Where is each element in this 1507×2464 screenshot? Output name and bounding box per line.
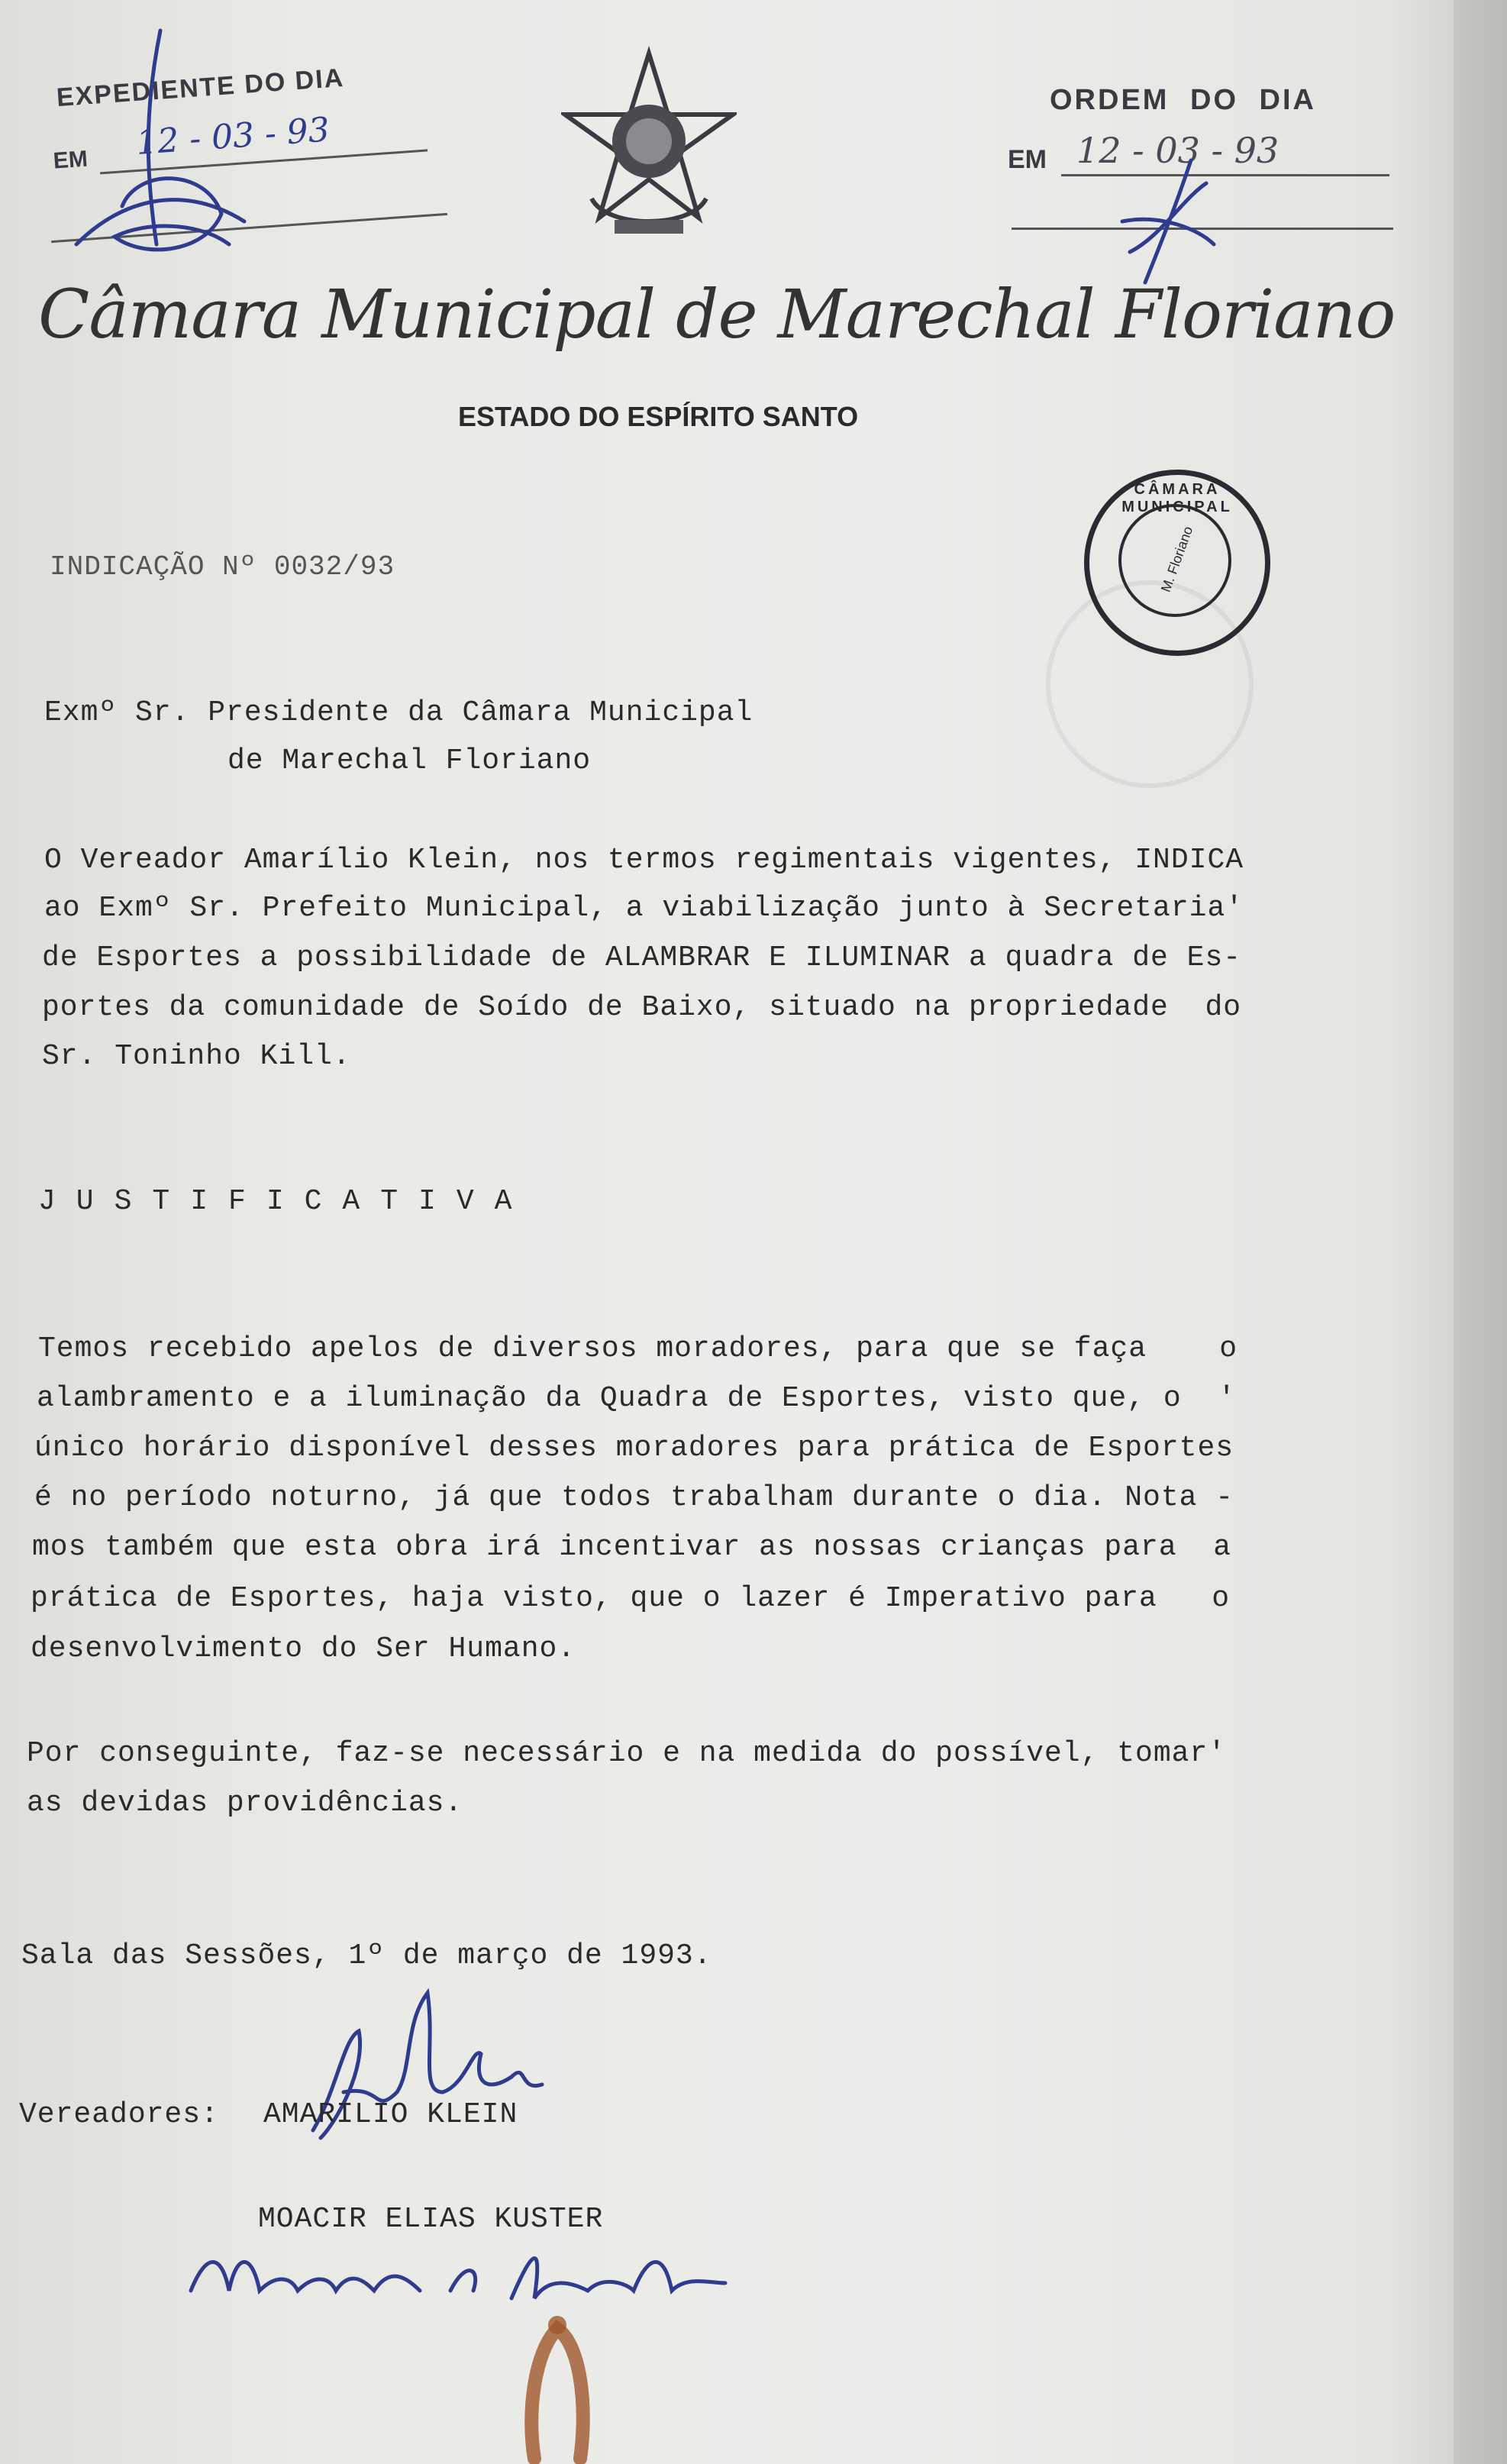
para1-line: Sr. Toninho Kill. (42, 1040, 351, 1073)
signature-moacir-kuster (176, 2222, 741, 2321)
para1-line: O Vereador Amarílio Klein, nos termos regimentais vigentes, INDICA (44, 844, 1244, 877)
ordem-label: ORDEM DO DIA (1050, 84, 1316, 116)
para2-line: desenvolvimento do Ser Humano. (31, 1632, 576, 1665)
para3-line: Por conseguinte, faz-se necessário e na medida do possível, tomar' (27, 1737, 1227, 1770)
ordem-signature-scribble (1099, 153, 1237, 290)
ordem-prefix: EM (1008, 145, 1047, 174)
expediente-signature-scribble (31, 15, 275, 290)
signer-2-name: MOACIR ELIAS KUSTER (258, 2203, 604, 2236)
para1-line: de Esportes a possibilidade de ALAMBRAR E ILUMINAR a quadra de Es- (42, 941, 1242, 974)
signers-label: Vereadores: (19, 2098, 219, 2131)
para1-line: ao Exmº Sr. Prefeito Municipal, a viabilização junto à Secretaria' (44, 892, 1244, 925)
addressee-line-1: Exmº Sr. Presidente da Câmara Municipal (44, 696, 754, 729)
para2-line: é no período noturno, já que todos trabalham durante o dia. Nota - (34, 1481, 1234, 1514)
para2-line: alambramento e a iluminação da Quadra de Esportes, visto que, o ' (37, 1382, 1237, 1415)
para1-line: portes da comunidade de Soído de Baixo, situado na propriedade do (42, 991, 1242, 1024)
expediente-label: EXPEDIENTE DO DIA (55, 63, 346, 113)
para3-line: as devidas providências. (27, 1787, 463, 1820)
expediente-prefix: EM (52, 146, 89, 174)
para2-line: único horário disponível desses moradores para prática de Esportes (34, 1432, 1234, 1465)
para2-line: prática de Esportes, haja visto, que o lazer é Imperativo para o (31, 1582, 1231, 1615)
page-subtitle: ESTADO DO ESPÍRITO SANTO (458, 401, 859, 432)
ordem-date: 12 - 03 - 93 (1076, 130, 1279, 171)
signer-1-name: AMARILIO KLEIN (263, 2098, 518, 2131)
page-title: Câmara Municipal de Marechal Floriano (38, 275, 1396, 354)
expediente-date: 12 - 03 - 93 (134, 110, 331, 163)
para2-line: Temos recebido apelos de diversos moradores, para que se faça o (38, 1332, 1238, 1365)
brown-stain (504, 2306, 611, 2464)
state-coat-of-arms (561, 46, 737, 244)
seal-inner-text: M. Floriano (1157, 524, 1196, 595)
justificativa-heading: JUSTIFICATIVA (38, 1185, 533, 1218)
para2-line: mos também que esta obra irá incentivar as nossas crianças para a (32, 1531, 1232, 1564)
page-edge-shadow (1454, 0, 1507, 2464)
addressee-line-2: de Marechal Floriano (228, 744, 592, 777)
seal-ring-text: CÂMARA MUNICIPAL (1121, 481, 1233, 515)
indicacao-number: INDICAÇÃO Nº 0032/93 (50, 551, 395, 583)
closing-line: Sala das Sessões, 1º de março de 1993. (21, 1939, 712, 1972)
municipal-seal (1084, 470, 1270, 656)
